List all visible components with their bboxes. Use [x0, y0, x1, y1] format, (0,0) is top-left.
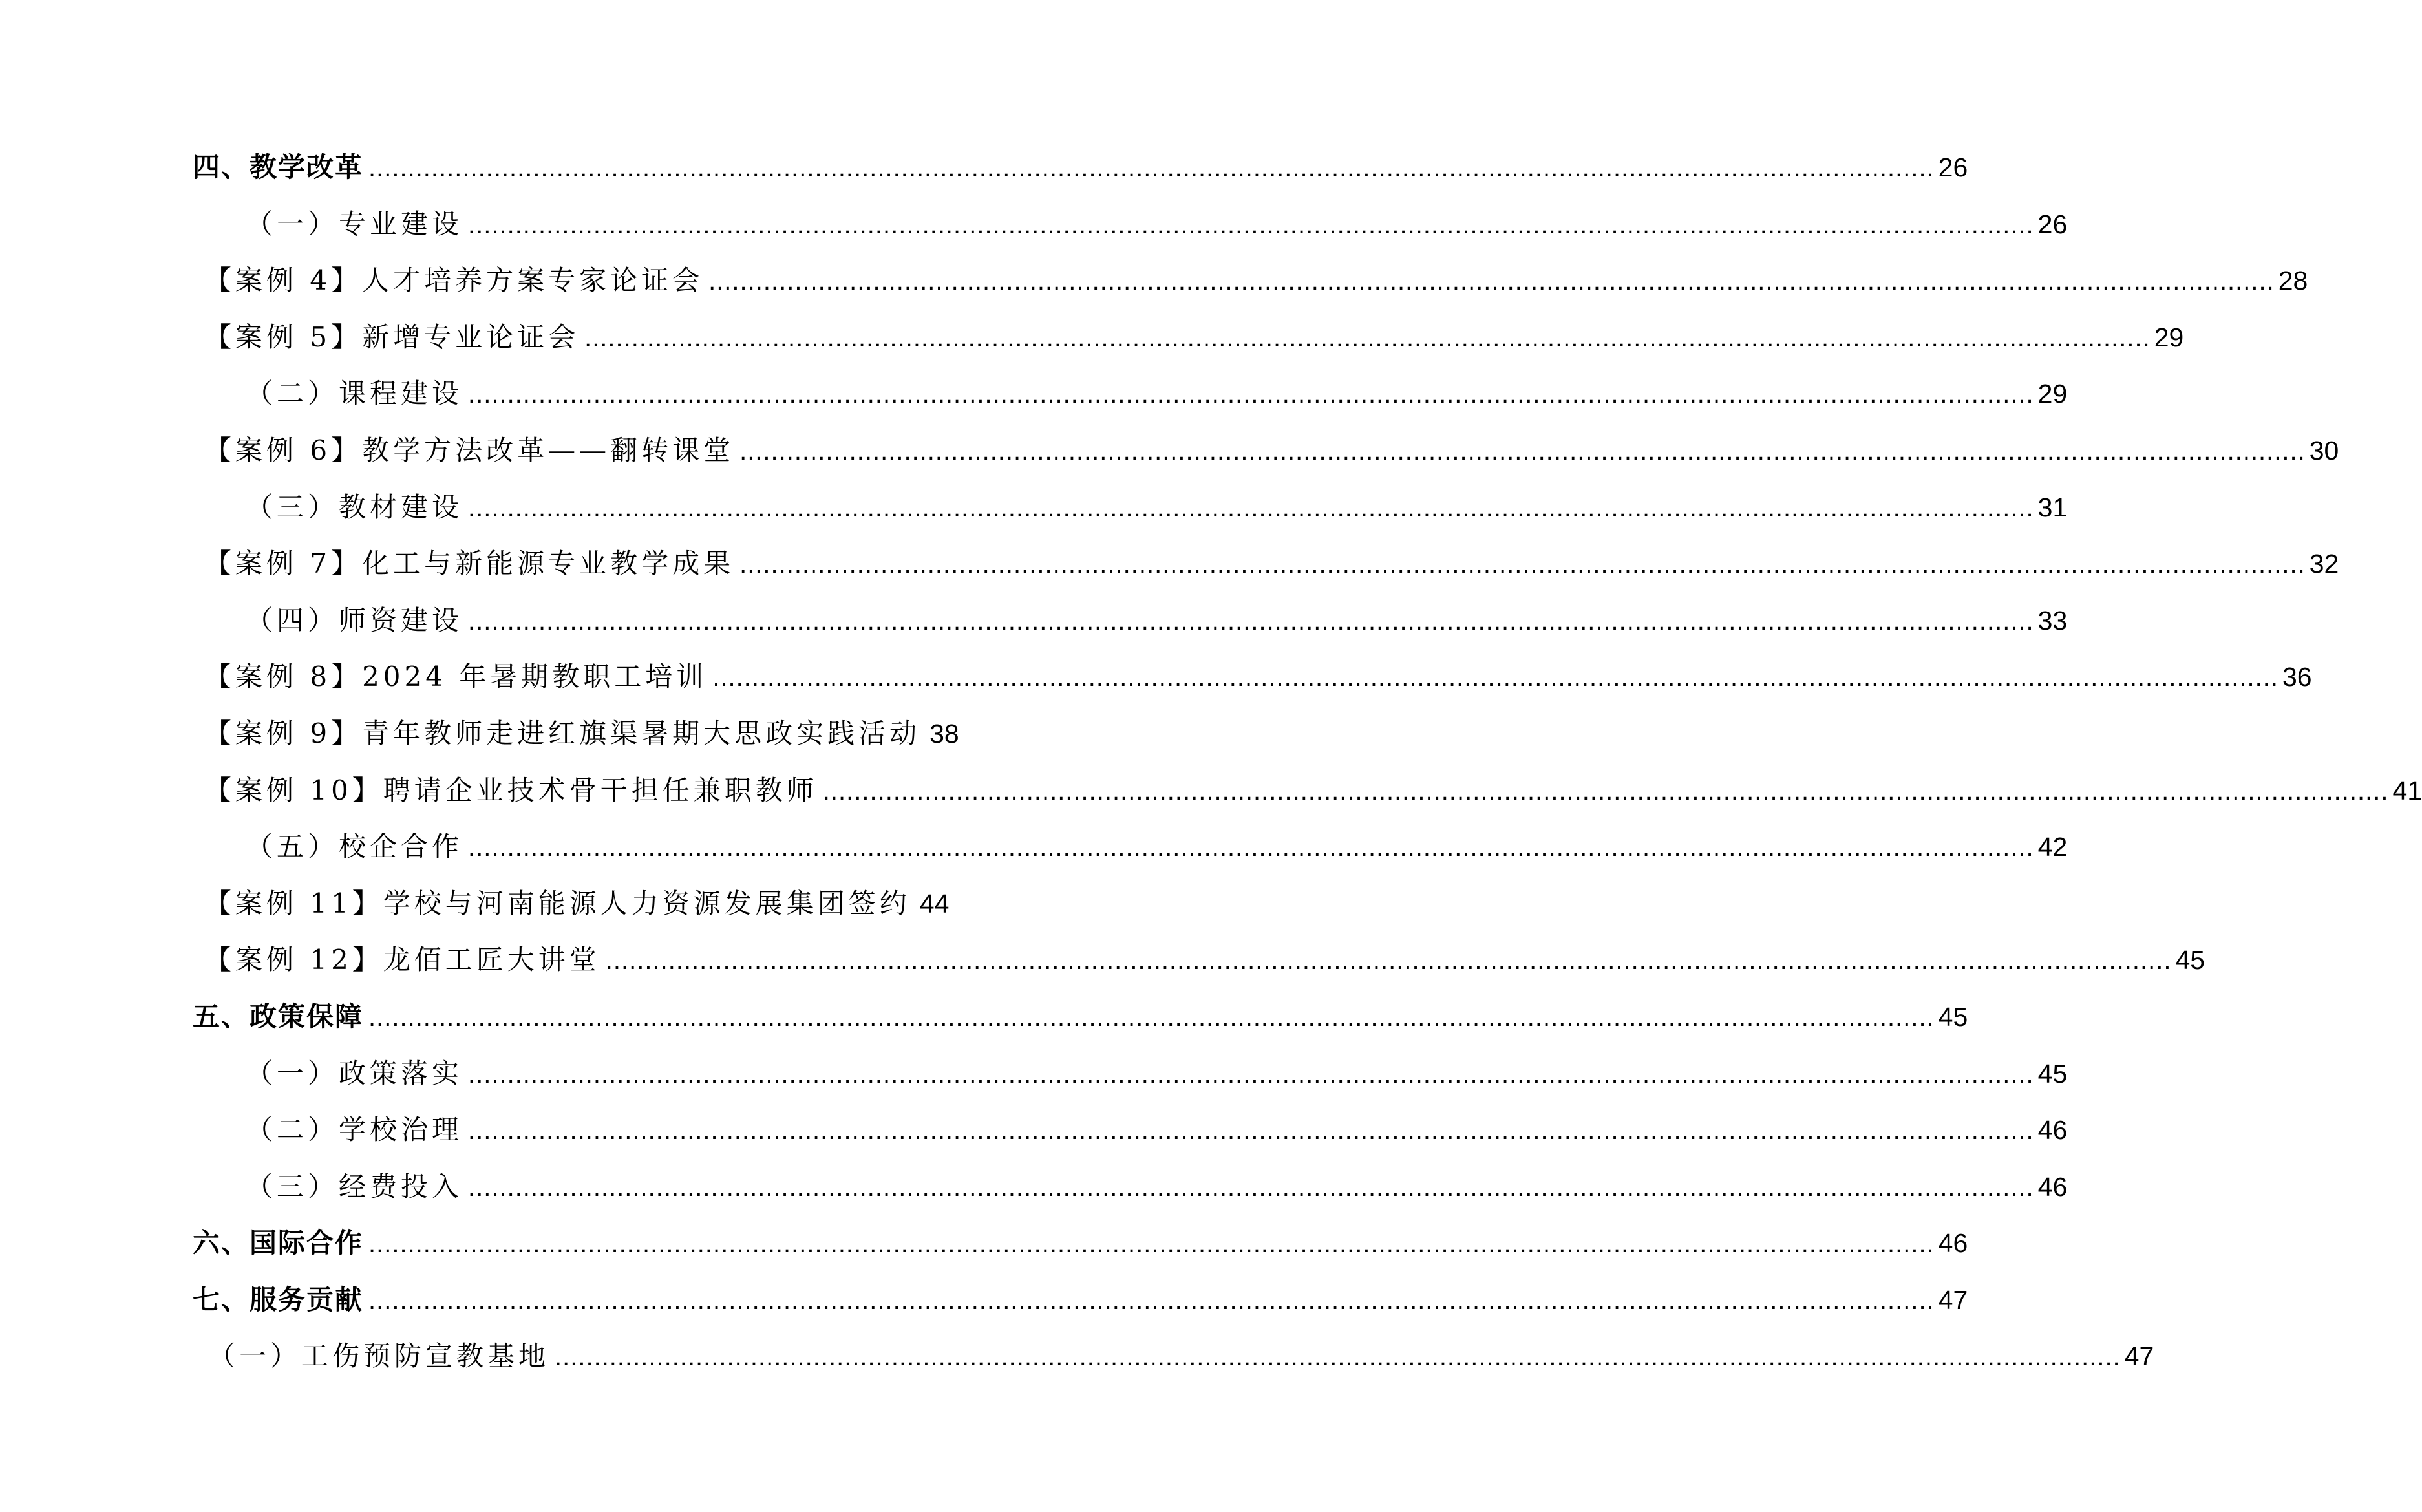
dot-leader: ........................................................................................................................................................................................................ [712, 663, 2279, 692]
toc-entry[interactable] [0, 989, 1968, 1046]
toc-entry[interactable] [0, 253, 2308, 310]
toc-entry-page-number: 30 [2309, 435, 2339, 465]
toc-entry[interactable] [0, 593, 2068, 650]
toc-entry[interactable] [0, 1102, 2068, 1159]
toc-entry[interactable] [0, 197, 2068, 253]
toc-entry-line [246, 1052, 2068, 1091]
table-of-contents [0, 140, 2422, 1385]
toc-entry-title: 四、教学改革 [193, 151, 364, 183]
toc-entry-title: （五）校企合作 [246, 831, 463, 863]
toc-entry-page-number: 45 [1938, 1001, 1968, 1032]
dot-leader: ........................................................................................................................................................................................................ [368, 154, 1935, 182]
toc-entry-title: （三）教材建设 [246, 491, 463, 523]
dot-leader: ........................................................................................................................................................................................................ [708, 267, 2275, 296]
dot-leader: ........................................................................................................................................................................................................ [468, 493, 2034, 522]
toc-entry-title: 【案例 12】龙佰工匠大讲堂 [204, 944, 600, 976]
toc-entry-title: 【案例 11】学校与河南能源人力资源发展集团签约 [204, 887, 911, 919]
toc-entry-page-number: 26 [2037, 209, 2068, 239]
toc-entry[interactable] [0, 310, 2184, 367]
toc-entry-title: 七、服务贡献 [193, 1283, 364, 1315]
toc-entry[interactable] [0, 876, 1069, 933]
toc-entry-title: （二）学校治理 [246, 1114, 463, 1146]
toc-entry-line [204, 939, 2205, 977]
toc-entry-page-number: 36 [2282, 662, 2312, 692]
toc-entry-line [193, 996, 1968, 1034]
toc-entry-line [246, 1166, 2068, 1204]
toc-entry-title: （三）经费投入 [246, 1170, 463, 1202]
dot-leader: ........................................................................................................................................................................................................ [584, 323, 2151, 352]
toc-entry-page-number: 47 [1938, 1284, 1968, 1315]
dot-leader: ........................................................................................................................................................................................................ [555, 1343, 2121, 1372]
toc-entry[interactable] [0, 536, 2339, 593]
dot-leader: ........................................................................................................................................................................................................ [468, 1173, 2034, 1202]
toc-entry-line [208, 1335, 2154, 1374]
dot-leader: ........................................................................................................................................................................................................ [468, 606, 2034, 635]
toc-entry-line [246, 203, 2068, 242]
toc-entry-page-number: 45 [2037, 1058, 2068, 1089]
toc-entry-page-number: 31 [2037, 492, 2068, 522]
toc-entry-title: （二）课程建设 [246, 378, 463, 410]
toc-entry-title: 六、国际合作 [193, 1227, 364, 1259]
toc-entry-line [246, 486, 2068, 525]
dot-leader: ........................................................................................................................................................................................................ [605, 946, 2172, 975]
toc-entry-line [204, 769, 2422, 808]
toc-entry-line [204, 259, 2308, 298]
dot-leader: ........................................................................................................................................................................................................ [739, 550, 2306, 579]
toc-entry[interactable] [0, 649, 2312, 706]
toc-entry-page-number: 32 [2309, 549, 2339, 579]
toc-entry-line [193, 1222, 1968, 1261]
toc-entry-line [193, 146, 1968, 185]
toc-entry-title: 【案例 7】化工与新能源专业教学成果 [204, 548, 735, 580]
toc-entry-line [246, 372, 2068, 411]
toc-entry-line [204, 542, 2339, 581]
dot-leader: ........................................................................................................................................................................................................ [468, 1116, 2034, 1145]
toc-entry[interactable] [0, 932, 2205, 989]
toc-entry-title: （一）政策落实 [246, 1057, 463, 1089]
toc-entry-page-number: 29 [2154, 322, 2184, 352]
toc-entry-page-number: 47 [2124, 1341, 2154, 1372]
toc-entry-page-number: 46 [2037, 1171, 2068, 1202]
toc-entry-line [204, 712, 959, 751]
toc-entry[interactable] [0, 706, 1069, 763]
toc-entry-page-number: 33 [2037, 605, 2068, 635]
toc-entry-title: 【案例 8】2024 年暑期教职工培训 [204, 661, 708, 693]
toc-entry[interactable] [0, 423, 2339, 480]
toc-entry-line [204, 316, 2184, 355]
toc-entry-page-number: 45 [2175, 945, 2205, 975]
toc-entry[interactable] [0, 1215, 1968, 1272]
toc-entry[interactable] [0, 1046, 2068, 1103]
toc-entry-title: 五、政策保障 [193, 1000, 364, 1032]
dot-leader: ........................................................................................................................................................................................................ [368, 1003, 1935, 1032]
toc-entry-line [246, 599, 2068, 638]
toc-entry-line [193, 1279, 1968, 1317]
dot-leader: ........................................................................................................................................................................................................ [468, 380, 2034, 409]
toc-entry-line [204, 655, 2312, 694]
dot-leader: ........................................................................................................................................................................................................ [368, 1230, 1935, 1259]
toc-entry-line [246, 1109, 2068, 1147]
toc-entry-page-number: 29 [2037, 379, 2068, 409]
toc-entry[interactable] [0, 1159, 2068, 1216]
toc-entry-page-number: 46 [2037, 1115, 2068, 1145]
dot-leader: ........................................................................................................................................................................................................ [739, 436, 2306, 465]
dot-leader: ........................................................................................................................................................................................................ [822, 776, 2389, 805]
toc-entry-page-number: 41 [2392, 775, 2422, 805]
toc-entry-page-number: 38 [929, 718, 959, 749]
toc-entry-title: （一）工伤预防宣教基地 [208, 1340, 550, 1372]
toc-entry-page-number: 42 [2037, 832, 2068, 862]
toc-entry[interactable] [0, 763, 2422, 820]
toc-entry-page-number: 28 [2278, 266, 2308, 296]
toc-entry-line [204, 429, 2339, 468]
toc-entry-page-number: 44 [919, 888, 950, 919]
toc-entry-page-number: 46 [1938, 1228, 1968, 1259]
toc-entry-title: （一）专业建设 [246, 208, 463, 240]
toc-entry[interactable] [0, 366, 2068, 423]
toc-entry-line [246, 825, 2068, 864]
dot-leader: ........................................................................................................................................................................................................ [368, 1286, 1935, 1315]
toc-entry[interactable] [0, 1272, 1968, 1329]
toc-entry-line [204, 882, 950, 921]
toc-entry-title: 【案例 4】人才培养方案专家论证会 [204, 264, 704, 297]
dot-leader: ........................................................................................................................................................................................................ [468, 833, 2034, 862]
dot-leader: ........................................................................................................................................................................................................ [468, 210, 2034, 239]
toc-entry[interactable] [0, 1328, 2154, 1385]
toc-entry-title: 【案例 10】聘请企业技术骨干担任兼职教师 [204, 774, 818, 806]
toc-entry-title: 【案例 6】教学方法改革——翻转课堂 [204, 434, 735, 466]
toc-entry-title: 【案例 9】青年教师走进红旗渠暑期大思政实践活动 [204, 717, 921, 749]
toc-entry[interactable] [0, 140, 1968, 197]
toc-entry-title: （四）师资建设 [246, 604, 463, 636]
dot-leader: ........................................................................................................................................................................................................ [468, 1059, 2034, 1089]
toc-entry[interactable] [0, 819, 2068, 876]
toc-entry-title: 【案例 5】新增专业论证会 [204, 321, 580, 353]
toc-entry-page-number: 26 [1938, 153, 1968, 182]
toc-entry[interactable] [0, 480, 2068, 537]
